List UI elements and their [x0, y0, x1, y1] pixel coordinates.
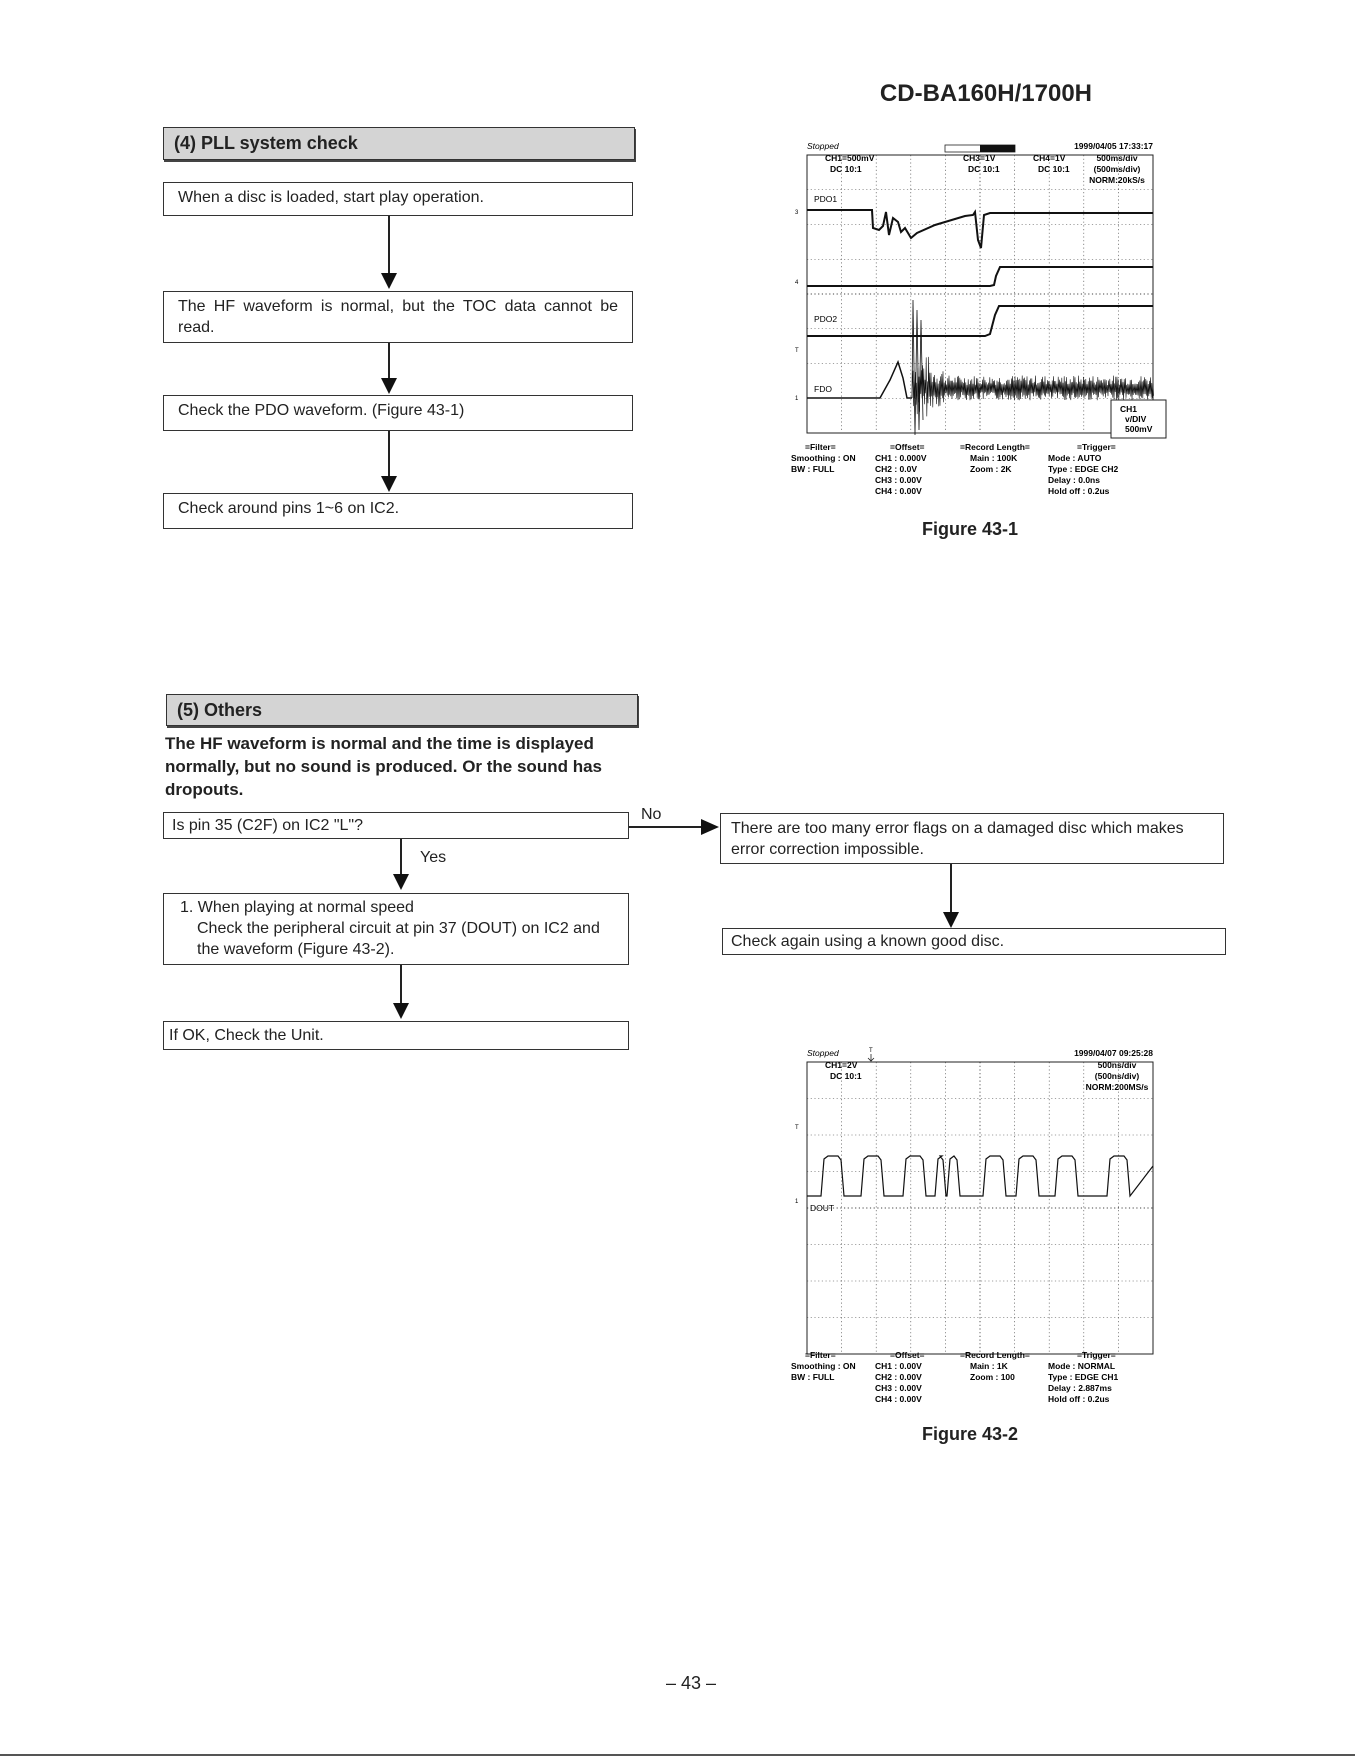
filter-smoothing: Smoothing : ON — [791, 453, 856, 463]
cursor-value: 500mV — [1125, 424, 1153, 434]
page-bottom-rule — [0, 1754, 1355, 1756]
timebase: 500ms/div — [1096, 153, 1138, 163]
ch1-scale: CH1=2V — [825, 1060, 858, 1070]
scope-grid — [807, 1062, 1153, 1354]
record-zoom: Zoom : 2K — [970, 464, 1012, 474]
arrow-down-icon — [393, 1003, 409, 1019]
offset-ch2: CH2 : 0.0V — [875, 464, 918, 474]
trace-label-fdo: FDO — [814, 384, 832, 394]
offset-ch4: CH4 : 0.00V — [875, 1394, 922, 1404]
yes-label: Yes — [420, 849, 447, 866]
arrow-down-icon — [381, 378, 397, 394]
flow-line-no — [629, 826, 701, 828]
offset-title: =Offset= — [890, 442, 925, 452]
trace-label-pdo1: PDO1 — [814, 194, 838, 204]
trigger-delay: Delay : 2.887ms — [1048, 1383, 1112, 1393]
filter-bw: BW : FULL — [791, 1372, 835, 1382]
trigger-mode: Mode : AUTO — [1048, 453, 1102, 463]
trigger-title: =Trigger= — [1077, 442, 1116, 452]
figure-43-2-caption: Figure 43-2 — [922, 1424, 1019, 1444]
yes-step-detail: Check the peripheral circuit at pin 37 (DOUT) on IC2 and the waveform (Figure 43-2). — [197, 920, 600, 958]
yes-step-heading: 1. When playing at normal speed — [180, 899, 414, 916]
ch1-scale: CH1=500mV — [825, 153, 875, 163]
trigger-type: Type : EDGE CH1 — [1048, 1372, 1119, 1382]
timebase: 500ns/div — [1097, 1060, 1137, 1070]
trigger-marker-top: T — [869, 1048, 873, 1054]
marker-1: 1 — [795, 396, 799, 402]
marker-1: 1 — [795, 1199, 799, 1205]
no-action-check-disc: Check again using a known good disc. — [722, 928, 1226, 955]
timebase-zoom: (500ms/div) — [1093, 164, 1141, 174]
arrow-down-icon — [381, 476, 397, 492]
marker-4: 4 — [795, 280, 799, 286]
trigger-mode: Mode : NORMAL — [1048, 1361, 1116, 1371]
yes-final-check-unit: If OK, Check the Unit. — [163, 1021, 629, 1050]
trigger-delay: Delay : 0.0ns — [1048, 475, 1100, 485]
trigger-holdoff: Hold off : 0.2us — [1048, 1394, 1110, 1404]
fdo-spike-path — [912, 300, 923, 435]
sample-rate: NORM:20kS/s — [1089, 175, 1145, 185]
cursor-ch: CH1 — [1120, 404, 1138, 414]
offset-title: =Offset= — [890, 1350, 925, 1360]
filter-title: =Filter= — [805, 1350, 836, 1360]
offset-ch3: CH3 : 0.00V — [875, 475, 922, 485]
figure-43-2-oscilloscope — [785, 1047, 1175, 1409]
scope-status: Stopped — [807, 141, 839, 151]
pll-step-load-disc: When a disc is loaded, start play operation. — [163, 182, 633, 216]
timebase-zoom: (500ns/div) — [1094, 1071, 1140, 1081]
question-c2f: Is pin 35 (C2F) on IC2 "L"? — [163, 812, 629, 839]
no-result-error-flags: There are too many error flags on a damaged disc which makes error correction impossible. — [720, 813, 1224, 864]
pll-step-check-pdo: Check the PDO waveform. (Figure 43-1) — [163, 395, 633, 431]
scope-status: Stopped — [807, 1048, 839, 1058]
filter-bw: BW : FULL — [791, 464, 835, 474]
offset-ch2: CH2 : 0.00V — [875, 1372, 922, 1382]
model-number: CD-BA160H/1700H — [879, 80, 1092, 107]
filter-title: =Filter= — [805, 442, 836, 452]
trace-label-pdo2: PDO2 — [814, 314, 838, 324]
trigger-title: =Trigger= — [1077, 1350, 1116, 1360]
pll-section-title: (4) PLL system check — [163, 127, 635, 160]
flow-line — [388, 431, 390, 477]
arrow-right-icon — [701, 819, 719, 835]
no-label: No — [641, 806, 662, 823]
figure-43-1-oscilloscope — [785, 140, 1175, 505]
trigger-arrow-icon — [868, 1054, 874, 1061]
record-zoom: Zoom : 100 — [970, 1372, 1015, 1382]
record-main: Main : 1K — [970, 1361, 1008, 1371]
flow-line — [400, 965, 402, 1005]
record-title: =Record Length= — [960, 1350, 1030, 1360]
flow-line — [388, 216, 390, 274]
pll-step-toc-unreadable: The HF waveform is normal, but the TOC data cannot be read. — [163, 291, 633, 343]
offset-ch1: CH1 : 0.000V — [875, 453, 927, 463]
page-number: – 43 – — [666, 1673, 717, 1693]
record-main: Main : 100K — [970, 453, 1018, 463]
trace-label-dout: DOUT — [810, 1203, 835, 1213]
others-section-title: (5) Others — [166, 694, 638, 726]
arrow-down-icon — [393, 874, 409, 890]
ch1-coupling: DC 10:1 — [830, 164, 862, 174]
marker-3: 3 — [795, 210, 799, 216]
offset-ch3: CH3 : 0.00V — [875, 1383, 922, 1393]
offset-ch4: CH4 : 0.00V — [875, 486, 922, 496]
others-intro: The HF waveform is normal and the time is displayed normally, but no sound is produced. Or the sound has dropouts. — [165, 734, 602, 799]
trigger-type: Type : EDGE CH2 — [1048, 464, 1119, 474]
figure-43-1-caption: Figure 43-1 — [922, 519, 1019, 539]
record-title: =Record Length= — [960, 442, 1030, 452]
yes-step-normal-speed — [163, 893, 629, 965]
ch4-scale: CH4=1V — [1033, 153, 1066, 163]
scope-timestamp: 1999/04/05 17:33:17 — [1074, 141, 1153, 151]
marker-trigger: T — [795, 348, 799, 354]
ch3-scale: CH3=1V — [963, 153, 996, 163]
marker-trigger: T — [795, 1125, 799, 1131]
offset-ch1: CH1 : 0.00V — [875, 1361, 922, 1371]
ch3-coupling: DC 10:1 — [968, 164, 1000, 174]
cursor-unit: v/DIV — [1125, 414, 1147, 424]
flow-line — [388, 343, 390, 379]
trigger-holdoff: Hold off : 0.2us — [1048, 486, 1110, 496]
arrow-down-icon — [943, 912, 959, 928]
arrow-down-icon — [381, 273, 397, 289]
scope-record-bar-fill — [980, 145, 1015, 152]
filter-smoothing: Smoothing : ON — [791, 1361, 856, 1371]
pll-step-check-pins: Check around pins 1~6 on IC2. — [163, 493, 633, 529]
sample-rate: NORM:200MS/s — [1085, 1082, 1149, 1092]
scope-timestamp: 1999/04/07 09:25:28 — [1074, 1048, 1153, 1058]
ch4-coupling: DC 10:1 — [1038, 164, 1070, 174]
ch1-coupling: DC 10:1 — [830, 1071, 862, 1081]
